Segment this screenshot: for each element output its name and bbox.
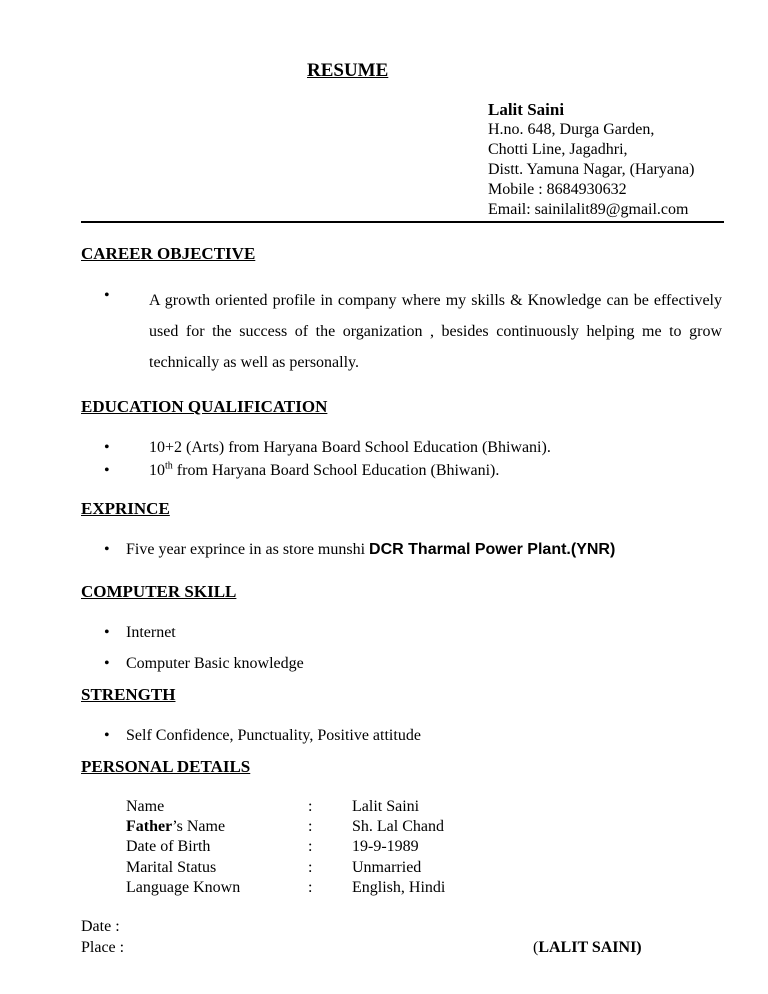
details-row-father — [126, 817, 526, 837]
experience-heading: EXPRINCE — [81, 499, 170, 518]
bullet-icon: • — [104, 727, 110, 744]
experience-item-company: DCR Tharmal Power Plant.(YNR) — [369, 541, 616, 558]
education-heading: EDUCATION QUALIFICATION — [81, 397, 328, 416]
computer-skill-heading: COMPUTER SKILL — [81, 582, 237, 601]
bullet-icon: • — [104, 655, 110, 672]
bullet-icon: • — [104, 624, 110, 641]
details-label: Marital Status — [126, 859, 217, 876]
details-label: Date of Birth — [126, 838, 211, 855]
details-value: English, Hindi — [352, 879, 446, 896]
footer-place: Place : — [81, 939, 125, 956]
email: Email: sainilalit89@gmail.com — [488, 201, 689, 218]
personal-details-heading: PERSONAL DETAILS — [81, 757, 251, 776]
computer-skill-item-1: Internet — [126, 624, 176, 641]
contact-name: Lalit Saini — [488, 100, 565, 119]
education-item-1: 10+2 (Arts) from Haryana Board School Education (Bhiwani). — [149, 439, 551, 456]
education-item-2-num: 10 — [149, 462, 165, 479]
details-value: Sh. Lal Chand — [352, 818, 444, 835]
details-colon: : — [308, 838, 313, 855]
details-label: Name — [126, 798, 165, 815]
details-label-rest: ’s Name — [172, 818, 226, 835]
bullet-icon: • — [104, 439, 110, 456]
computer-skill-item-2: Computer Basic knowledge — [126, 655, 304, 672]
footer-date: Date : — [81, 918, 120, 935]
details-colon: : — [308, 798, 313, 815]
details-colon: : — [308, 859, 313, 876]
address-line-2: Chotti Line, Jagadhri, — [488, 141, 628, 158]
details-label — [126, 817, 225, 837]
address-line-3: Distt. Yamuna Nagar, (Haryana) — [488, 161, 695, 178]
strength-heading: STRENGTH — [81, 685, 176, 704]
signature — [533, 939, 642, 957]
contact-block — [488, 100, 694, 220]
details-label-bold: Father — [126, 818, 173, 835]
page-title: RESUME — [307, 60, 389, 81]
details-value: Unmarried — [352, 859, 422, 876]
education-item-2-text: from Haryana Board School Education (Bhiwani). — [172, 462, 500, 479]
education-item-2 — [149, 462, 499, 480]
career-objective-heading: CAREER OBJECTIVE — [81, 244, 256, 263]
experience-item — [126, 541, 615, 559]
bullet-icon: • — [104, 541, 110, 558]
details-row-marital — [126, 858, 526, 878]
signature-paren: ( — [533, 939, 539, 956]
details-value: Lalit Saini — [352, 798, 420, 815]
address-line-1: H.no. 648, Durga Garden, — [488, 121, 655, 138]
education-item-2-sup: th — [165, 460, 173, 472]
bullet-icon: • — [104, 287, 110, 304]
header-divider — [81, 221, 724, 223]
details-colon: : — [308, 879, 313, 896]
bullet-icon: • — [104, 462, 110, 479]
details-row-language — [126, 878, 526, 898]
details-value: 19-9-1989 — [352, 838, 419, 855]
signature-name: LALIT SAINI) — [538, 939, 642, 956]
career-objective-text: A growth oriented profile in company where my skills & Knowledge can be effectively used for the success of the organization , besides continuously helping me to grow technically as well as personally. — [149, 292, 722, 371]
details-colon: : — [308, 818, 313, 835]
details-row-dob — [126, 837, 526, 857]
details-label: Language Known — [126, 879, 241, 896]
strength-item-1: Self Confidence, Punctuality, Positive attitude — [126, 727, 421, 744]
mobile: Mobile : 8684930632 — [488, 181, 627, 198]
experience-item-text: Five year exprince in as store munshi — [126, 541, 370, 558]
details-row-name — [126, 797, 526, 817]
